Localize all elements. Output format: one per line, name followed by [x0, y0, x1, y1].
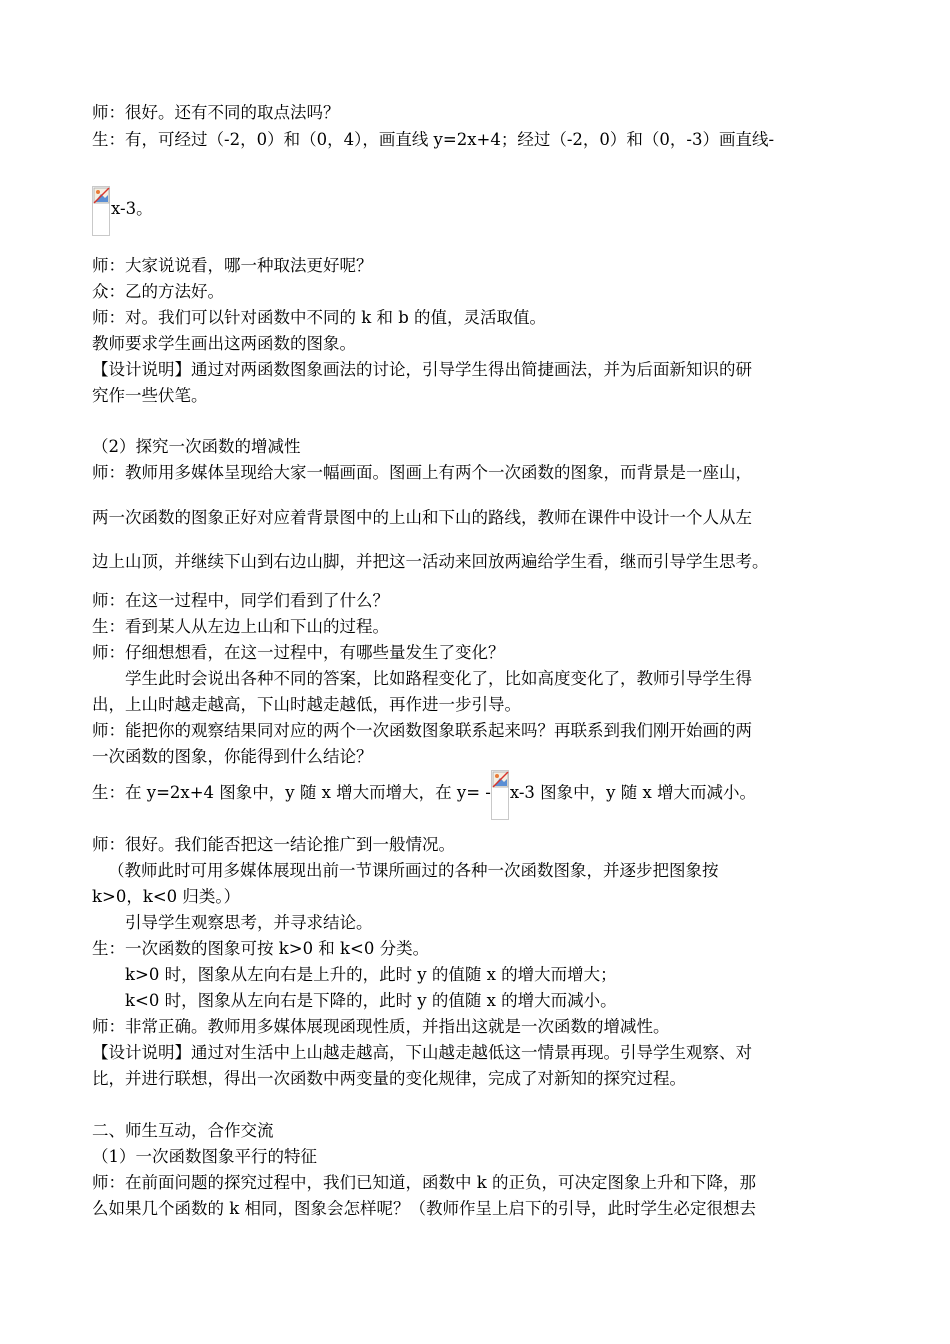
section-heading: （2）探究一次函数的增减性	[92, 437, 301, 456]
formula-prefix: 生：在 y=2x+4 图象中，y 随 x 增大而增大，在 y= -	[92, 783, 491, 802]
text-line: 学生此时会说出各种不同的答案，比如路程变化了，比如高度变化了，教师引导学生得	[125, 669, 752, 688]
text-line: k>0，k<0 归类。）	[92, 887, 241, 906]
formula-suffix: x-3。	[111, 199, 153, 218]
text-line: 教师要求学生画出这两函数的图象。	[92, 334, 356, 353]
formula-line	[92, 770, 756, 820]
text-line: 师：大家说说看，哪一种取法更好呢？	[92, 256, 373, 275]
formula-suffix: x-3 图象中，y 随 x 增大而减小。	[509, 783, 757, 802]
text-line: 师：在前面问题的探究过程中，我们已知道，函数中 k 的正负，可决定图象上升和下降，那	[92, 1173, 756, 1192]
text-line: 师：教师用多媒体呈现给大家一幅画面。图画上有两个一次函数的图象，而背景是一座山，	[92, 463, 752, 482]
text-line: 一次函数的图象，你能得到什么结论？	[92, 747, 373, 766]
text-line: 两一次函数的图象正好对应着背景图中的上山和下山的路线，教师在课件中设计一个人从左	[92, 508, 752, 527]
formula-line	[92, 186, 153, 242]
text-line: 众：乙的方法好。	[92, 282, 224, 301]
text-line: 生：有，可经过（-2，0）和（0，4），画直线 y=2x+4；经过（-2，0）和（0，-3）画直线-	[92, 130, 775, 149]
text-line: 师：在这一过程中，同学们看到了什么？	[92, 591, 389, 610]
section-heading: 二、师生互动，合作交流	[92, 1121, 274, 1140]
text-line: 生：看到某人从左边上山和下山的过程。	[92, 617, 389, 636]
text-line: 师：很好。我们能否把这一结论推广到一般情况。	[92, 835, 455, 854]
text-line: 边上山顶，并继续下山到右边山脚，并把这一活动来回放两遍给学生看，继而引导学生思考。	[92, 552, 769, 571]
section-heading: （1）一次函数图象平行的特征	[92, 1147, 317, 1166]
text-line: 师：对。我们可以针对函数中不同的 k 和 b 的值，灵活取值。	[92, 308, 547, 327]
broken-image-icon	[491, 770, 509, 820]
text-line: 引导学生观察思考，并寻求结论。	[125, 913, 373, 932]
text-line: 出，上山时越走越高，下山时越走越低，再作进一步引导。	[92, 695, 521, 714]
text-line: k<0 时，图象从左向右是下降的，此时 y 的值随 x 的增大而减小。	[125, 991, 617, 1010]
text-line: 师：很好。还有不同的取点法吗？	[92, 103, 340, 122]
design-note: 【设计说明】通过对生活中上山越走越高，下山越走越低这一情景再现。引导学生观察、对	[92, 1043, 752, 1062]
text-line: （教师此时可用多媒体展现出前一节课所画过的各种一次函数图象，并逐步把图象按	[108, 861, 719, 880]
text-line: 生：一次函数的图象可按 k>0 和 k<0 分类。	[92, 939, 430, 958]
text-line: 究作一些伏笔。	[92, 386, 208, 405]
text-line: 师：非常正确。教师用多媒体展现函现性质，并指出这就是一次函数的增减性。	[92, 1017, 670, 1036]
broken-image-icon	[92, 186, 110, 236]
text-line: 么如果几个函数的 k 相同，图象会怎样呢？（教师作呈上启下的引导，此时学生必定很想去	[92, 1199, 756, 1218]
text-line: 师：仔细想想看，在这一过程中，有哪些量发生了变化？	[92, 643, 505, 662]
text-line: 比，并进行联想，得出一次函数中两变量的变化规律，完成了对新知的探究过程。	[92, 1069, 686, 1088]
design-note: 【设计说明】通过对两函数图象画法的讨论，引导学生得出简捷画法，并为后面新知识的研	[92, 360, 752, 379]
text-line: k>0 时，图象从左向右是上升的，此时 y 的值随 x 的增大而增大；	[125, 965, 617, 984]
text-line: 师：能把你的观察结果同对应的两个一次函数图象联系起来吗？再联系到我们刚开始画的两	[92, 721, 752, 740]
